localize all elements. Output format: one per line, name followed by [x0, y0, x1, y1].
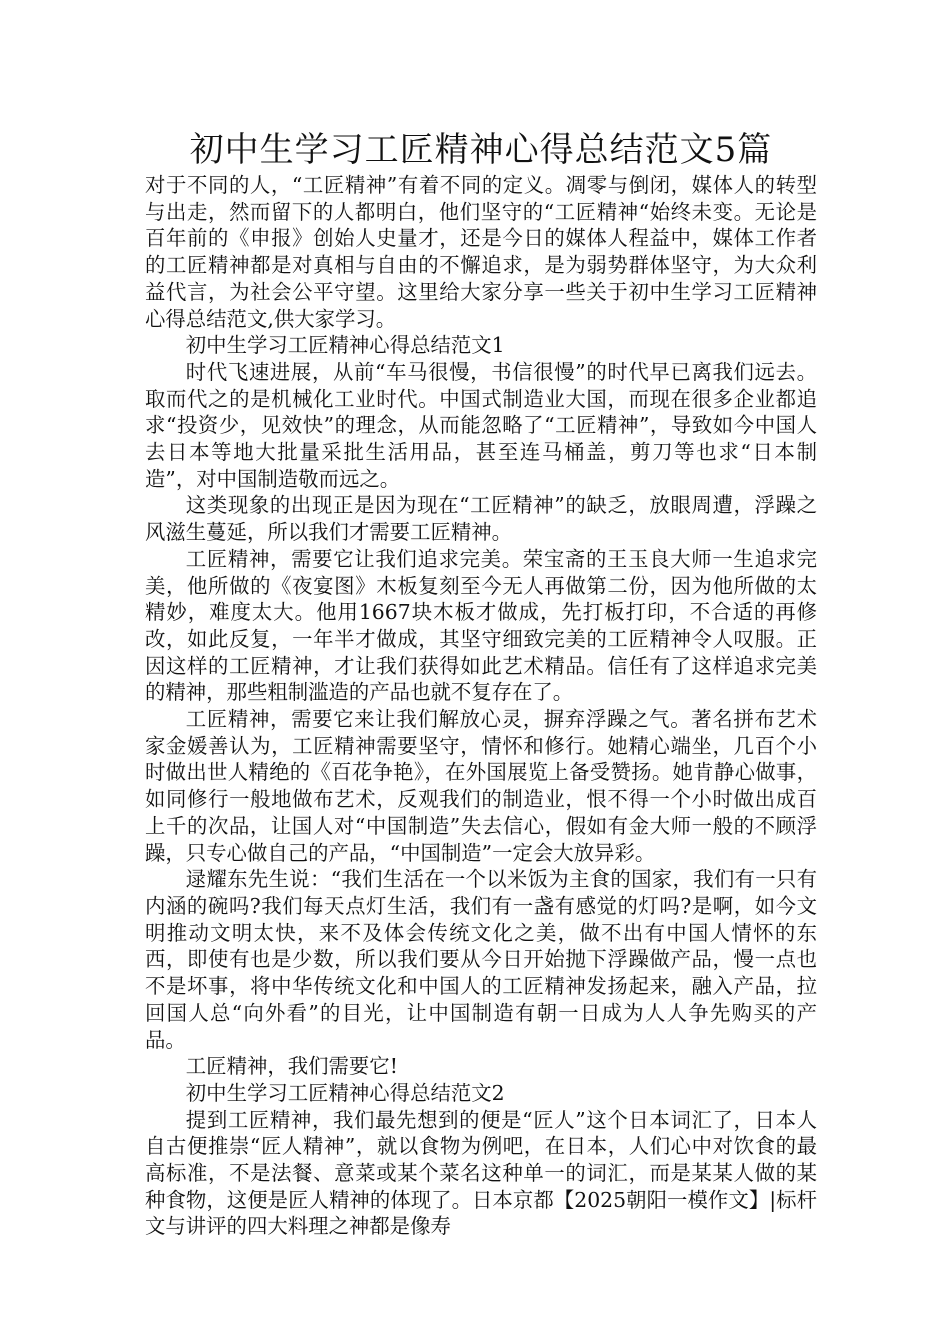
body-paragraph: 这类现象的出现正是因为现在“工匠精神”的缺乏，放眼周遭，浮躁之风滋生蔓延，所以我们才需要工匠精神。: [145, 493, 817, 545]
body-paragraph: 提到工匠精神，我们最先想到的便是“匠人”这个日本词汇了，日本人自古便推崇“匠人精神”，就以食物为例吧，在日本，人们心中对饮食的最高标准，不是法餐、意菜或某个菜名这种单一的词汇，而是某某人做的某种食物，这便是匠人精神的体现了。日本京都【2025朝阳一模作文】|标杆文与讲评的四大料理之神都是像寿: [145, 1107, 817, 1239]
section-heading-1: 初中生学习工匠精神心得总结范文1: [185, 333, 505, 358]
intro-paragraph: 对于不同的人，“工匠精神”有着不同的定义。凋零与倒闭，媒体人的转型与出走，然而留下的人都明白，他们坚守的“工匠精神“始终未变。无论是百年前的《申报》创始人史量才，还是今日的媒体人程益中，媒体工作者的工匠精神都是对真相与自由的不懈追求，是为弱势群体坚守，为大众利益代言，为社会公平守望。这里给大家分享一些关于初中生学习工匠精神心得总结范文,供大家学习。: [145, 173, 817, 331]
body-paragraph: 工匠精神，需要它让我们追求完美。荣宝斋的王玉良大师一生追求完美，他所做的《夜宴图》木板复刻至今无人再做第二份，因为他所做的太精妙，难度太大。他用1667块木板才做成，先打板打印，不合适的再修改，如此反复，一年半才做成，其坚守细致完美的工匠精神令人叹服。正因这样的工匠精神，才让我们获得如此艺术精品。信任有了这样追求完美的精神，那些粗制滥造的产品也就不复存在了。: [145, 546, 817, 705]
document-page: [145, 128, 817, 1240]
body-paragraph: 时代飞速进展，从前“车马很慢，书信很慢”的时代早已离我们远去。取而代之的是机械化工业时代。中国式制造业大国，而现在很多企业都追求“投资少，见效快”的理念，从而能忽略了“工匠精神”，导致如今中国人去日本等地大批量采批生活用品，甚至连马桶盖，剪刀等也求“日本制造”，对中国制造敬而远之。: [145, 359, 817, 491]
body-paragraph: 工匠精神，需要它来让我们解放心灵，摒弃浮躁之气。著名拼布艺术家金媛善认为，工匠精神需要坚守，情怀和修行。她精心端坐，几百个小时做出世人精绝的《百花争艳》，在外国展览上备受赞扬。她肯静心做事，如同修行一般地做布艺术，反观我们的制造业，恨不得一个小时做出成百上千的次品，让国人对“中国制造”失去信心，假如有金大师一般的不顾浮躁，只专心做自己的产品，“中国制造”一定会大放异彩。: [145, 707, 817, 865]
body-paragraph: 工匠精神，我们需要它!: [185, 1054, 398, 1079]
body-paragraph: 逯耀东先生说：“我们生活在一个以米饭为主食的国家，我们有一只有内涵的碗吗?我们每天点灯生活，我们有一盏有感觉的灯吗?是啊，如今文明推动文明太快，来不及体会传统文化之美，做不出有中国人情怀的东西，即使有也是少数，所以我们要从今日开始抛下浮躁做产品，慢一点也不是坏事，将中华传统文化和中国人的工匠精神发扬起来，融入产品，拉回国人总“向外看”的目光，让中国制造有朝一日成为人人争先购买的产品。: [145, 867, 817, 1052]
section-heading-2: 初中生学习工匠精神心得总结范文2: [185, 1080, 505, 1105]
document-title: 初中生学习工匠精神心得总结范文5篇: [189, 130, 773, 170]
